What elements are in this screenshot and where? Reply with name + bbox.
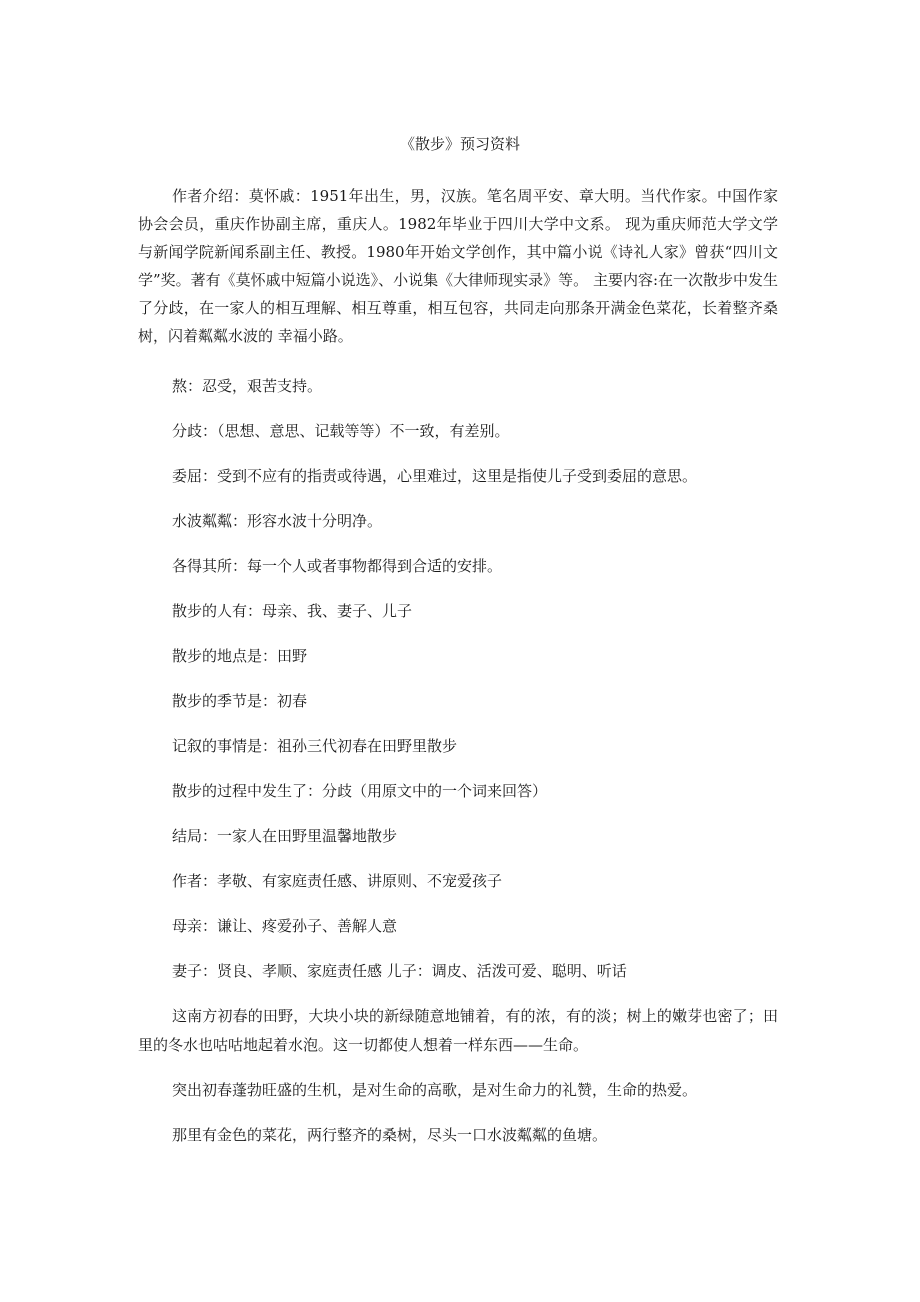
vitality-paragraph: 突出初春蓬勃旺盛的生机，是对生命的高歌，是对生命力的礼赞，生命的热爱。 xyxy=(172,1081,698,1099)
vocab-line-weiqu: 委屈：受到不应有的指责或待遇，心里难过，这里是指使儿子受到委屈的意思。 xyxy=(172,467,698,485)
summary-line-event: 记叙的事情是：祖孙三代初春在田野里散步 xyxy=(172,737,458,755)
character-line-wife-son: 妻子：贤良、孝顺、家庭责任感 儿子：调皮、活泼可爱、聪明、听话 xyxy=(172,962,627,980)
summary-line-ending: 结局：一家人在田野里温馨地散步 xyxy=(172,827,398,845)
author-intro-paragraph: 作者介绍：莫怀戚：1951年出生，男，汉族。笔名周平安、章大明。当代作家。中国作家协会会员，重庆作协副主席，重庆人。1982年毕业于四川大学中文系。 现为重庆师范大学文学与新闻学院新闻系副主任、教授。1980年开始文学创作，其中篇小说《诗礼人家》曾获“四川文学”奖。著有《莫怀戚中短篇小说选》、小说集《大律师现实录》等。 主要内容:在一次散步中发生了分歧，在一家人的相互理解、相互尊重，相互包容，共同走向那条开满金色菜花，长着整齐桑树，闪着粼粼水波的 幸福小路。 xyxy=(138,187,778,345)
vocab-line-shuibo: 水波粼粼：形容水波十分明净。 xyxy=(172,512,383,530)
document-body xyxy=(138,182,778,1166)
vocab-line-gedeqisuo: 各得其所：每一个人或者事物都得到合适的安排。 xyxy=(172,557,503,575)
scene-paragraph: 那里有金色的菜花，两行整齐的桑树，尽头一口水波粼粼的鱼塘。 xyxy=(172,1126,608,1144)
vocab-line-ao: 熬：忍受，艰苦支持。 xyxy=(172,377,323,395)
summary-line-place: 散步的地点是：田野 xyxy=(172,647,308,665)
spring-paragraph: 这南方初春的田野，大块小块的新绿随意地铺着，有的浓，有的淡；树上的嫩芽也密了；田里的冬水也咕咕地起着水泡。这一切都使人想着一样东西——生命。 xyxy=(138,1007,778,1054)
summary-line-season: 散步的季节是：初春 xyxy=(172,692,308,710)
summary-line-people: 散步的人有：母亲、我、妻子、儿子 xyxy=(172,602,413,620)
summary-line-conflict: 散步的过程中发生了：分歧（用原文中的一个词来回答） xyxy=(172,782,548,800)
document-title: 《散步》预习资料 xyxy=(399,135,520,153)
vocab-line-fenqi: 分歧：（思想、意思、记载等等）不一致，有差别。 xyxy=(172,422,510,440)
character-line-mother: 母亲：谦让、疼爱孙子、善解人意 xyxy=(172,917,398,935)
character-line-author: 作者：孝敬、有家庭责任感、讲原则、不宠爱孩子 xyxy=(172,872,503,890)
